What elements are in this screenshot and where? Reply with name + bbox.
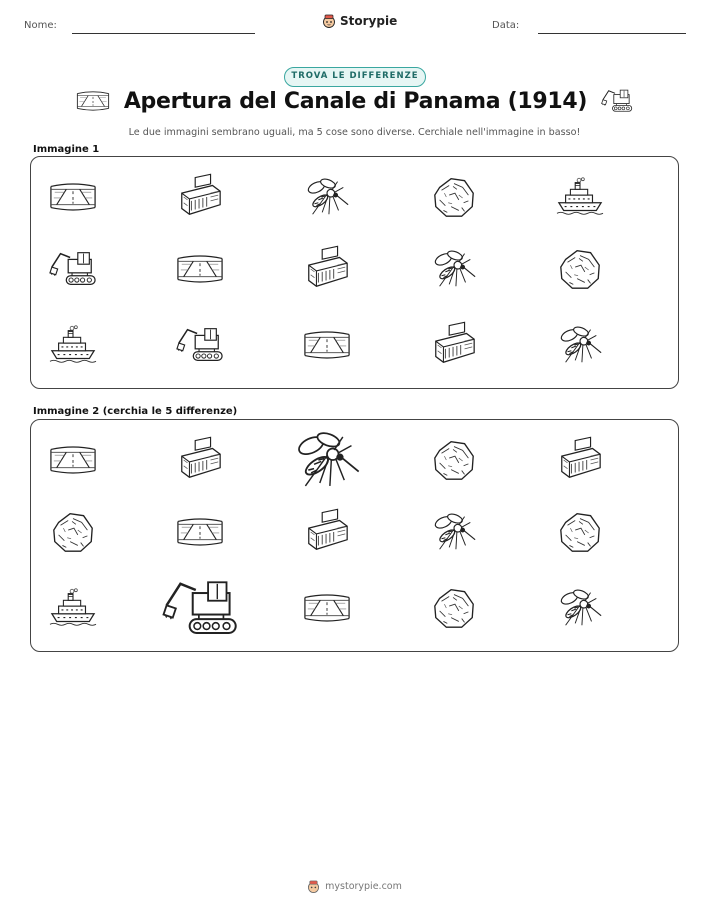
rock-icon[interactable] <box>430 436 478 484</box>
name-field[interactable] <box>72 33 255 34</box>
brand-logo <box>322 14 397 28</box>
mosquito-icon[interactable] <box>291 424 363 496</box>
mosquito-icon <box>430 245 478 293</box>
rock-icon[interactable] <box>430 584 478 632</box>
lock-gate-icon <box>430 321 478 369</box>
date-field[interactable] <box>538 33 686 34</box>
mosquito-icon <box>303 173 351 221</box>
excavator-icon <box>49 245 97 293</box>
mosquito-icon[interactable] <box>430 508 478 556</box>
canal-icon <box>303 321 351 369</box>
steamship-icon[interactable] <box>49 584 97 632</box>
panel1-label: Immagine 1 <box>33 144 100 155</box>
image2-panel[interactable] <box>30 419 679 652</box>
page-title: Apertura del Canale di Panama (1914) <box>123 88 588 114</box>
canal-icon[interactable] <box>303 584 351 632</box>
mosquito-icon[interactable] <box>556 584 604 632</box>
lock-gate-icon[interactable] <box>303 508 351 556</box>
footer-url: mystorypie.com <box>325 881 402 892</box>
rock-icon <box>556 245 604 293</box>
canal-icon[interactable] <box>176 508 224 556</box>
canal-icon <box>49 173 97 221</box>
excavator-icon[interactable] <box>162 570 239 647</box>
canal-icon[interactable] <box>49 436 97 484</box>
storypie-mascot-icon <box>322 14 336 28</box>
image1-panel <box>30 156 679 389</box>
rock-icon[interactable] <box>49 508 97 556</box>
lock-gate-icon[interactable] <box>176 436 224 484</box>
steamship-icon <box>49 321 97 369</box>
storypie-mascot-icon <box>307 880 320 893</box>
lock-gate-icon <box>303 245 351 293</box>
rock-icon[interactable] <box>556 508 604 556</box>
rock-icon <box>430 173 478 221</box>
lock-gate-icon <box>176 173 224 221</box>
name-label: Nome: <box>24 20 57 31</box>
excavator-title-icon <box>601 88 633 114</box>
canal-icon <box>176 245 224 293</box>
canal-title-icon <box>76 89 110 113</box>
activity-badge: TROVA LE DIFFERENZE <box>284 67 426 87</box>
date-label: Data: <box>492 20 520 31</box>
title-row <box>0 88 709 114</box>
brand-name: Storypie <box>340 14 398 28</box>
lock-gate-icon[interactable] <box>556 436 604 484</box>
mosquito-icon <box>556 321 604 369</box>
instructions: Le due immagini sembrano uguali, ma 5 cose sono diverse. Cerchiale nell'immagine in basso! <box>128 127 581 138</box>
excavator-icon <box>176 321 224 369</box>
steamship-icon <box>556 173 604 221</box>
panel2-label: Immagine 2 (cerchia le 5 differenze) <box>33 406 238 417</box>
footer <box>0 880 709 893</box>
